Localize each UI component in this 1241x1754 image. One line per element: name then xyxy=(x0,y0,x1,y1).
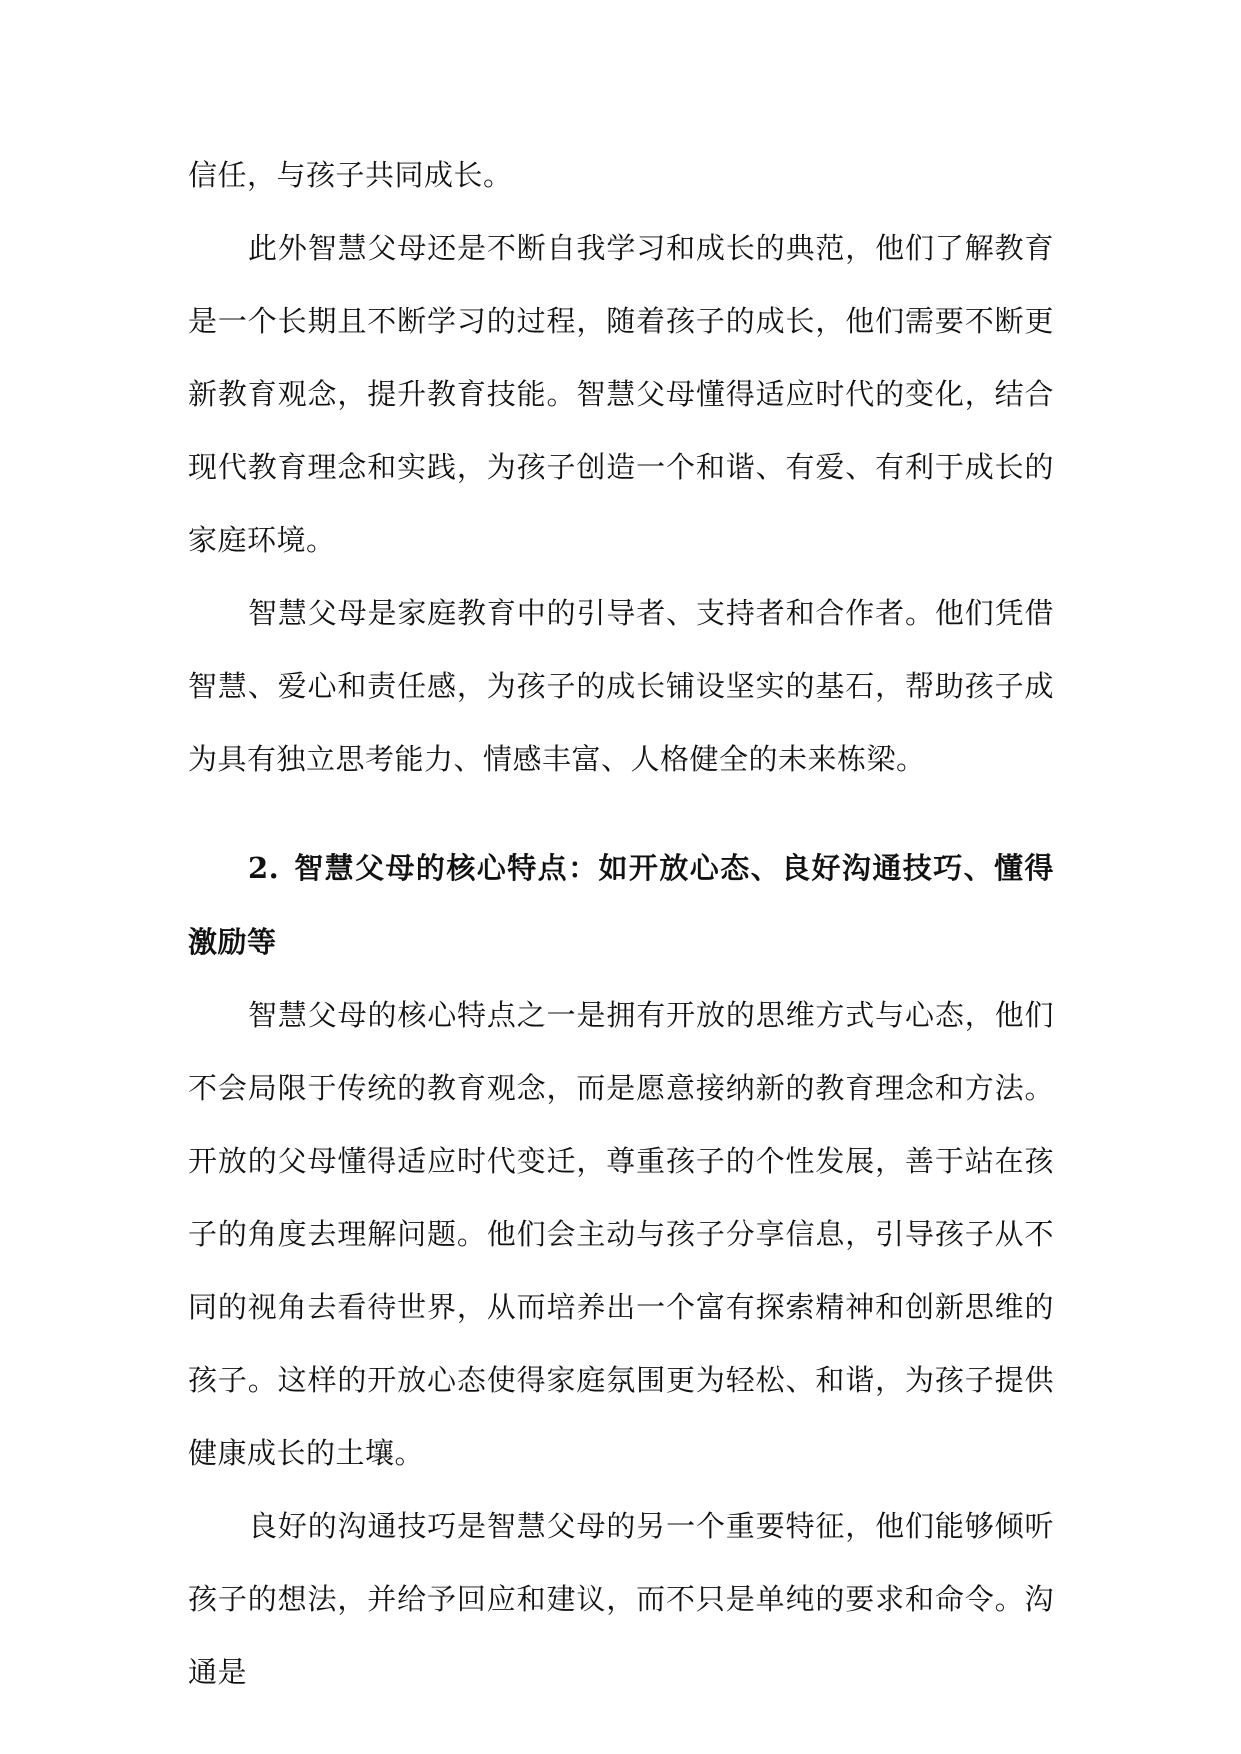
paragraph-summary: 智慧父母是家庭教育中的引导者、支持者和合作者。他们凭借智慧、爱心和责任感，为孩子的成长铺设坚实的基石，帮助孩子成为具有独立思考能力、情感丰富、人格健全的未来栋梁。 xyxy=(188,596,1054,776)
section-heading xyxy=(188,831,1054,979)
paragraph-continuation: 信任，与孩子共同成长。 xyxy=(188,158,513,192)
paragraph-self-learning: 此外智慧父母还是不断自我学习和成长的典范，他们了解教育是一个长期且不断学习的过程，随着孩子的成长，他们需要不断更新教育观念，提升教育技能。智慧父母懂得适应时代的变化，结合现代教育理念和实践，为孩子创造一个和谐、有爱、有利于成长的家庭环境。 xyxy=(188,231,1054,557)
paragraph-open-mindset: 智慧父母的核心特点之一是拥有开放的思维方式与心态，他们不会局限于传统的教育观念，而是愿意接纳新的教育理念和方法。开放的父母懂得适应时代变迁，尊重孩子的个性发展，善于站在孩子的角度去理解问题。他们会主动与孩子分享信息，引导孩子从不同的视角去看待世界，从而培养出一个富有探索精神和创新思维的孩子。这样的开放心态使得家庭氛围更为轻松、和谐，为孩子提供健康成长的土壤。 xyxy=(188,998,1054,1470)
paragraph-communication: 良好的沟通技巧是智慧父母的另一个重要特征，他们能够倾听孩子的想法，并给予回应和建议，而不只是单纯的要求和命令。沟通是 xyxy=(188,1509,1054,1689)
section-title: 智慧父母的核心特点：如开放心态、良好沟通技巧、懂得激励等 xyxy=(188,851,1054,959)
document-body xyxy=(188,139,1054,1709)
section-number: 2. xyxy=(248,851,280,885)
